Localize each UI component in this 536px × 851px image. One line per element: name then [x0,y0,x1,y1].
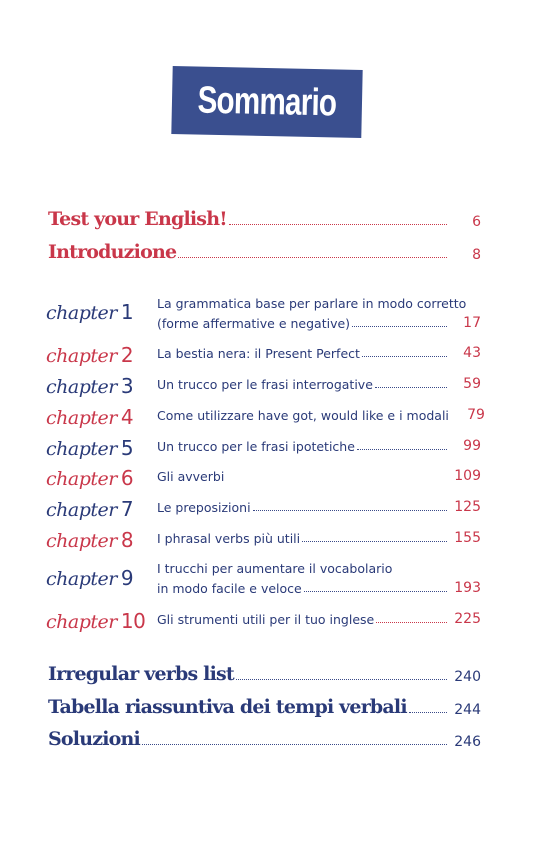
chapter-title: (forme affermative e negative) [157,316,351,331]
chapter-7-entry[interactable] [157,499,481,515]
toc-item-page: 246 [454,734,481,750]
chapter-5-entry[interactable] [157,438,481,454]
chapter-page: 125 [454,499,481,515]
chapter-1-label: chapter 1 [46,300,134,324]
chapter-title-line1: I trucchi per aumentare il vocabolario [157,561,393,576]
chapter-4-entry[interactable] [157,407,485,423]
toc-item-page: 244 [454,702,481,718]
chapter-4-label: chapter 4 [46,405,134,429]
chapter-3-entry[interactable] [157,376,481,392]
chapter-page: 99 [463,438,481,454]
chapter-8-label: chapter 8 [46,528,134,552]
page-title: Sommario [197,79,337,124]
leader-dots [304,591,447,592]
chapter-2-label: chapter 2 [46,343,134,367]
leader-dots [362,356,447,357]
chapter-page: 17 [463,315,481,331]
chapter-3-label: chapter 3 [46,374,134,398]
toc-item-label: Tabella riassuntiva dei tempi verbali [48,696,407,718]
leader-dots [357,449,447,450]
chapter-10-label: chapter 10 [46,609,146,633]
toc-item-label: Introduzione [48,241,177,263]
toc-item-page: 6 [472,214,481,230]
leader-dots [352,326,447,327]
toc-item-label: Test your English! [48,208,227,230]
chapter-6-label: chapter 6 [46,466,134,490]
toc-item-test[interactable] [48,208,481,230]
chapter-title: La bestia nera: il Present Perfect [157,346,360,361]
toc-item-introduzione[interactable] [48,241,481,263]
toc-item-page: 240 [454,669,481,685]
chapter-9-entry[interactable] [157,561,481,596]
title-banner [171,66,362,138]
toc-item-label: Soluzioni [48,728,140,750]
chapter-title: Come utilizzare have got, would like e i modali [157,408,449,423]
chapter-9-label: chapter 9 [46,566,134,590]
chapter-page: 225 [454,611,481,627]
chapter-1-entry[interactable] [157,296,481,331]
leader-dots [253,510,447,511]
chapter-page: 59 [463,376,481,392]
chapter-title: Gli avverbi [157,469,225,484]
toc-item-tabella[interactable] [48,696,481,718]
leader-dots [142,744,447,745]
chapter-5-label: chapter 5 [46,436,134,460]
chapter-page: 43 [463,345,481,361]
chapter-7-label: chapter 7 [46,497,134,521]
leader-dots [229,224,447,225]
chapter-title: I phrasal verbs più utili [157,531,301,546]
chapter-title: in modo facile e veloce [157,581,302,596]
chapter-page: 109 [454,468,481,484]
toc-item-label: Irregular verbs list [48,663,234,685]
leader-dots [376,622,447,623]
chapter-page: 79 [467,407,485,423]
chapter-10-entry[interactable] [157,611,481,627]
chapter-title: Le preposizioni [157,500,251,515]
leader-dots [375,387,447,388]
chapter-title: Gli strumenti utili per il tuo inglese [157,612,375,627]
toc-item-irregular-verbs[interactable] [48,663,481,685]
chapter-title: Un trucco per le frasi interrogative [157,377,373,392]
chapter-2-entry[interactable] [157,345,481,361]
leader-dots [409,712,447,713]
chapter-8-entry[interactable] [157,530,481,546]
chapter-page: 193 [454,580,481,596]
leader-dots [178,257,447,258]
leader-dots [236,679,447,680]
leader-dots [302,541,447,542]
chapter-page: 155 [454,530,481,546]
chapter-title: Un trucco per le frasi ipotetiche [157,439,355,454]
toc-item-page: 8 [472,247,481,263]
chapter-title-line1: La grammatica base per parlare in modo corretto [157,296,467,311]
chapter-6-entry[interactable] [157,468,481,484]
toc-item-soluzioni[interactable] [48,728,481,750]
